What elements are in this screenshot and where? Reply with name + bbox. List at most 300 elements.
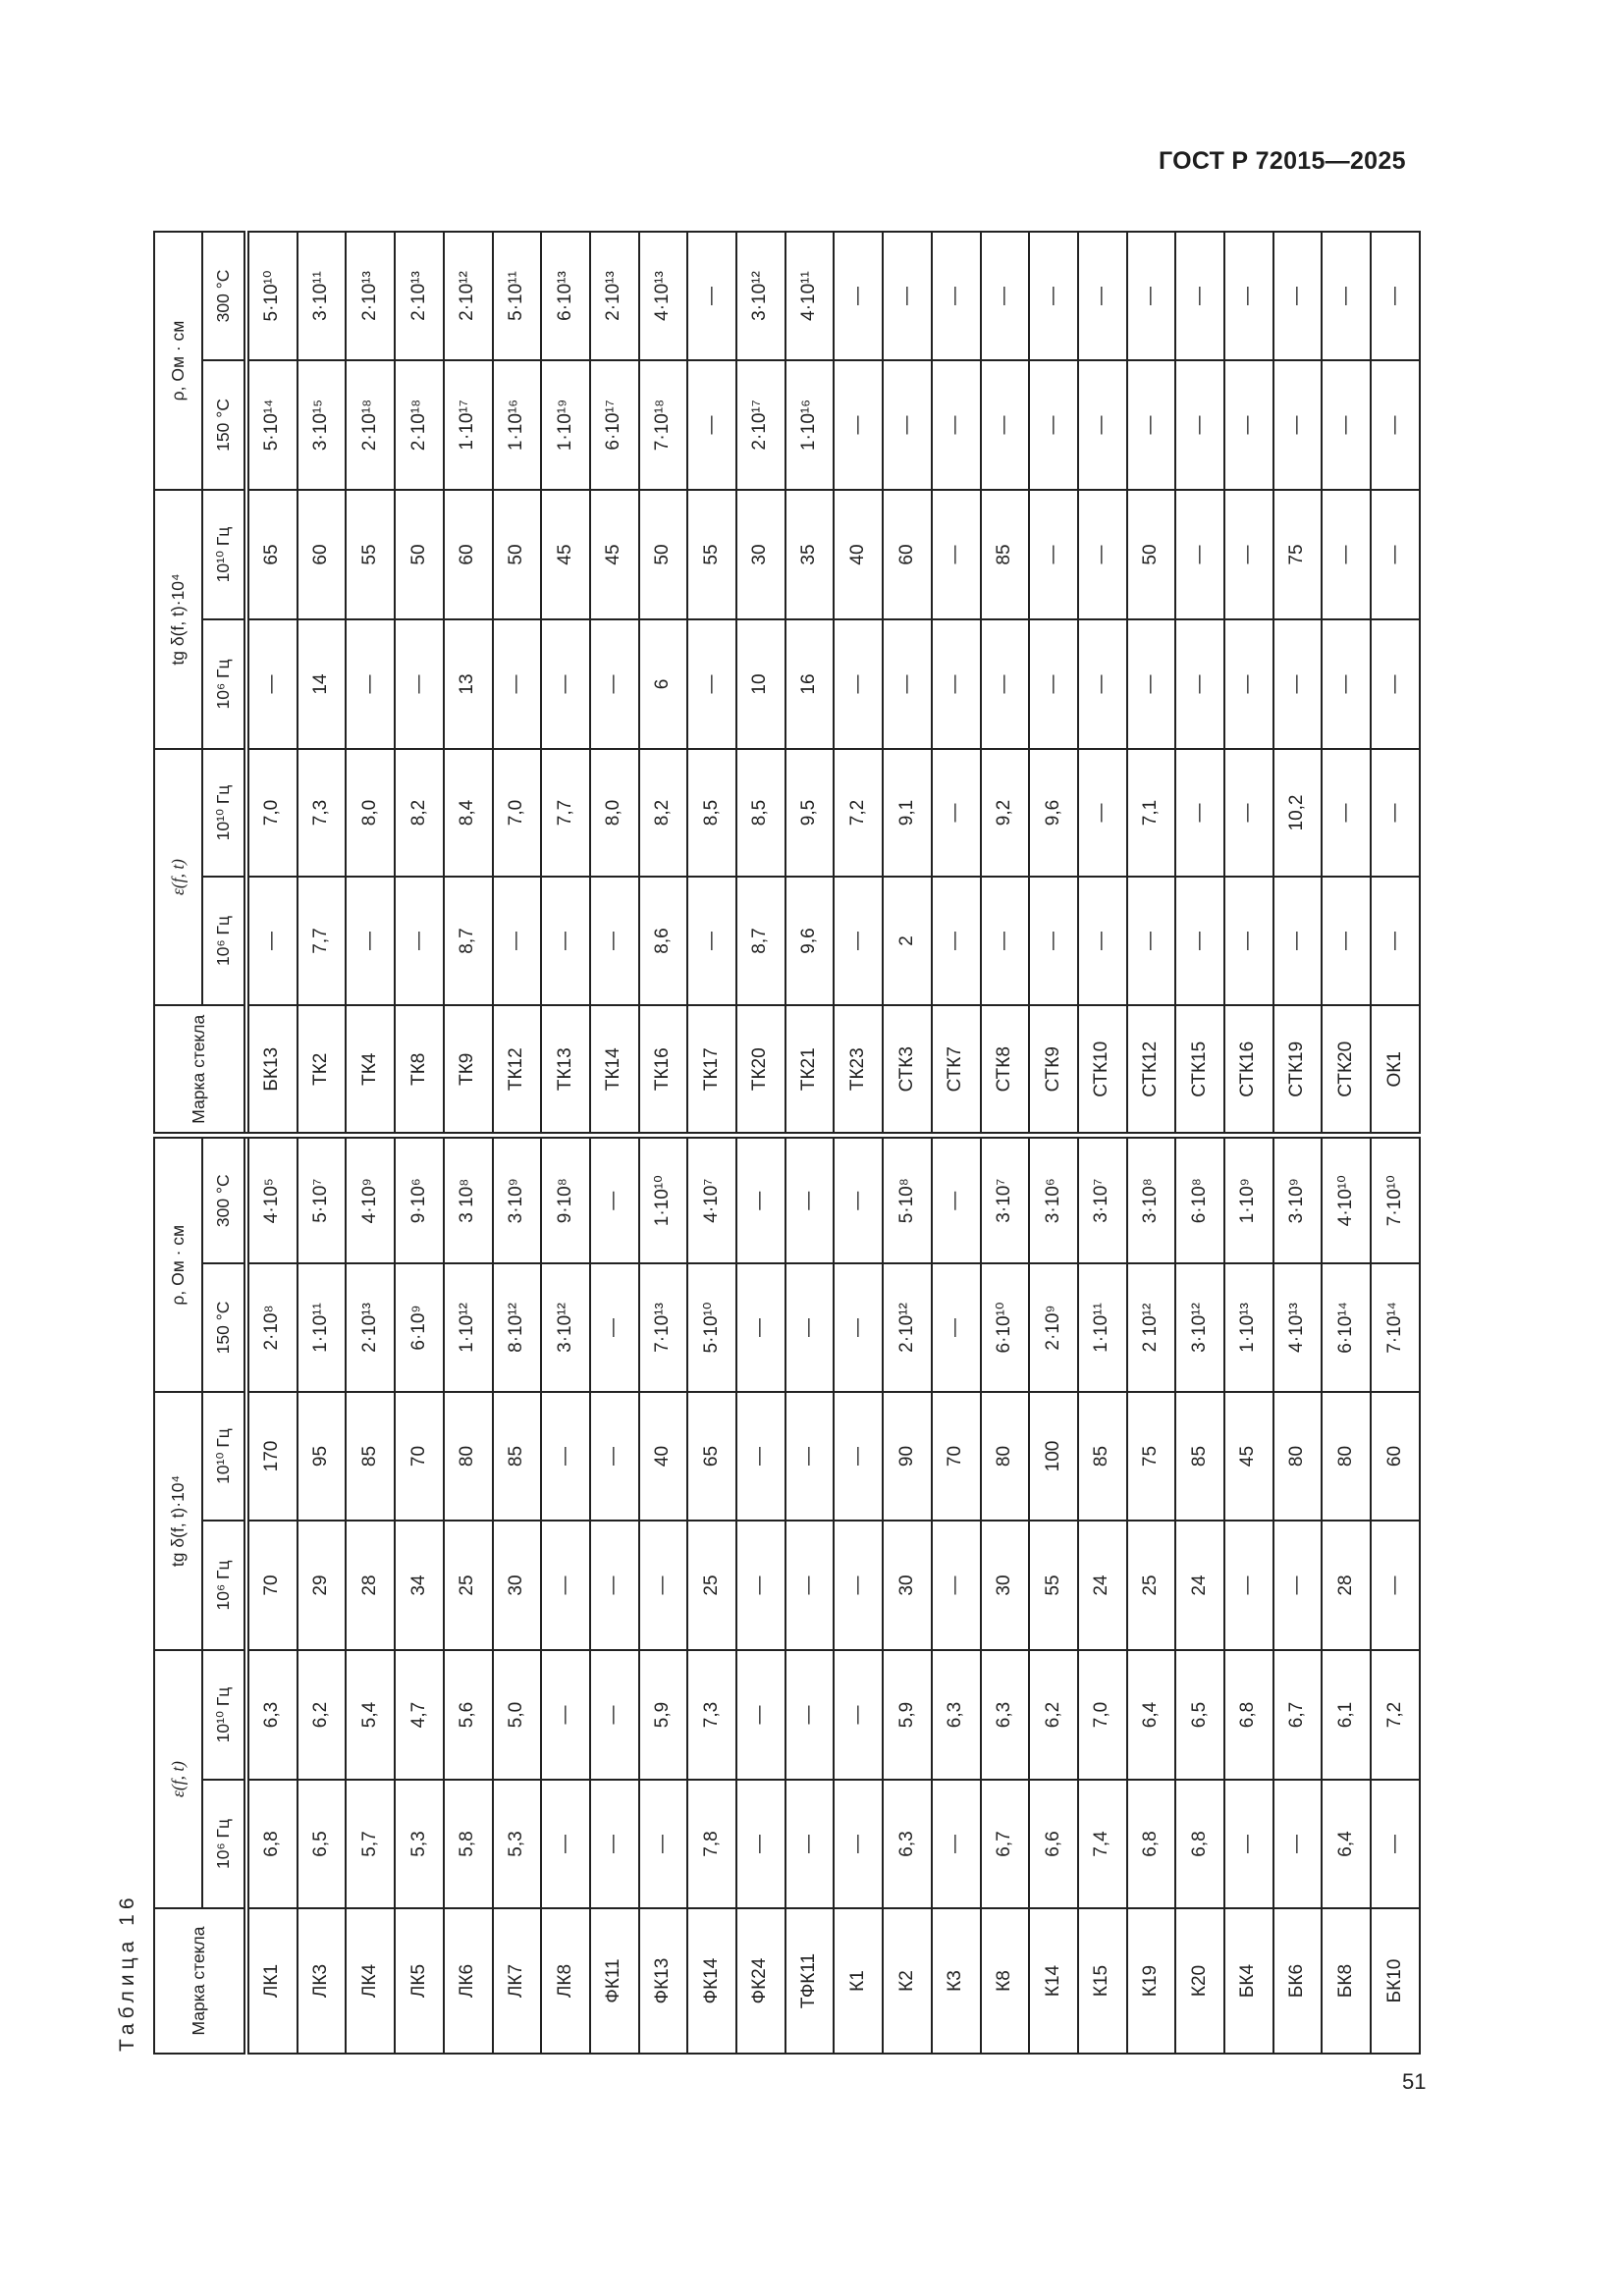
glass-grade-cell: СТК15	[1175, 1005, 1224, 1136]
glass-grade-cell: СТК3	[883, 1005, 932, 1136]
value-cell-rho-300: 3·10¹²	[736, 232, 785, 360]
value-cell-rho-150: 1·10¹⁶	[785, 360, 835, 490]
value-cell-eps-1e6: 2	[883, 877, 932, 1005]
value-cell-tg-1e10: 90	[883, 1392, 932, 1521]
value-cell-tg-1e10: 80	[981, 1392, 1030, 1521]
value-cell-rho-150: —	[687, 360, 736, 490]
value-cell-eps-1e10: 7,2	[1371, 1650, 1420, 1780]
value-cell-eps-1e6: —	[346, 877, 395, 1005]
glass-grade-cell: К19	[1127, 1908, 1176, 2054]
value-cell-rho-150: 1·10¹²	[444, 1263, 493, 1392]
value-cell-eps-1e6: 7,7	[298, 877, 347, 1005]
value-cell-eps-1e10: —	[541, 1650, 590, 1780]
value-cell-tg-1e6: —	[1175, 619, 1224, 749]
value-cell-rho-150: 6·10¹⁴	[1322, 1263, 1371, 1392]
value-cell-rho-300: 2·10¹³	[346, 232, 395, 360]
value-cell-eps-1e6: 7,8	[687, 1780, 736, 1908]
value-cell-eps-1e10: 8,0	[346, 749, 395, 877]
value-cell-rho-300: —	[834, 1136, 883, 1263]
value-cell-eps-1e6: —	[785, 1780, 835, 1908]
value-cell-rho-150: —	[1224, 360, 1273, 490]
value-cell-eps-1e10: —	[834, 1650, 883, 1780]
value-cell-rho-150: 5·10¹⁴	[246, 360, 298, 490]
value-cell-tg-1e10: 80	[1322, 1392, 1371, 1521]
value-cell-eps-1e10: 6,3	[981, 1650, 1030, 1780]
value-cell-rho-150: 7·10¹⁴	[1371, 1263, 1420, 1392]
value-cell-rho-150: —	[932, 360, 981, 490]
glass-grade-cell: ТК2	[298, 1005, 347, 1136]
value-cell-tg-1e10: —	[1322, 490, 1371, 619]
value-cell-rho-150: 4·10¹³	[1273, 1263, 1323, 1392]
value-cell-tg-1e6: —	[932, 1521, 981, 1650]
value-cell-eps-1e6: —	[736, 1780, 785, 1908]
value-cell-eps-1e6: —	[1322, 877, 1371, 1005]
table-row	[981, 232, 1030, 2054]
value-cell-rho-150: 1·10¹⁶	[493, 360, 542, 490]
table-row	[785, 232, 835, 2054]
value-cell-tg-1e6: —	[395, 619, 444, 749]
value-cell-rho-300: 4·10¹³	[639, 232, 688, 360]
glass-grade-cell: ТК17	[687, 1005, 736, 1136]
value-cell-eps-1e10: 5,0	[493, 1650, 542, 1780]
value-cell-eps-1e6: —	[590, 877, 639, 1005]
value-cell-eps-1e6: —	[639, 1780, 688, 1908]
glass-grade-cell: ТК8	[395, 1005, 444, 1136]
value-cell-tg-1e6: —	[1224, 619, 1273, 749]
value-cell-tg-1e10: 60	[1371, 1392, 1420, 1521]
value-cell-rho-300: —	[981, 232, 1030, 360]
value-cell-rho-150: 1·10¹⁹	[541, 360, 590, 490]
value-cell-eps-1e10: 6,4	[1127, 1650, 1176, 1780]
glass-grade-cell: ТК13	[541, 1005, 590, 1136]
value-cell-tg-1e10: —	[1371, 490, 1420, 619]
value-cell-eps-1e10: 9,2	[981, 749, 1030, 877]
value-cell-rho-300: —	[785, 1136, 835, 1263]
glass-grade-cell: СТК16	[1224, 1005, 1273, 1136]
glass-grade-cell: ЛК7	[493, 1908, 542, 2054]
value-cell-tg-1e10: 80	[444, 1392, 493, 1521]
col-group-epsilon-left: ε(f, t)	[154, 1650, 202, 1908]
value-cell-rho-150: —	[1322, 360, 1371, 490]
value-cell-tg-1e6: 30	[493, 1521, 542, 1650]
col-rho-150-left: 150 °C	[202, 1263, 246, 1392]
col-eps-1e10-right: 10¹⁰ Гц	[202, 749, 246, 877]
value-cell-tg-1e6: 25	[687, 1521, 736, 1650]
value-cell-eps-1e6: 6,8	[1175, 1780, 1224, 1908]
value-cell-rho-150: 7·10¹⁸	[639, 360, 688, 490]
value-cell-tg-1e6: —	[1273, 1521, 1323, 1650]
table-row	[1029, 232, 1078, 2054]
value-cell-rho-300: —	[834, 232, 883, 360]
value-cell-rho-150: 2·10¹⁸	[346, 360, 395, 490]
value-cell-tg-1e6: —	[932, 619, 981, 749]
value-cell-eps-1e6: —	[834, 877, 883, 1005]
glass-grade-cell: К14	[1029, 1908, 1078, 2054]
value-cell-rho-300: 5·10¹⁰	[246, 232, 298, 360]
value-cell-rho-150: —	[834, 360, 883, 490]
value-cell-rho-300: —	[1322, 232, 1371, 360]
value-cell-rho-150: 6·10¹⁷	[590, 360, 639, 490]
value-cell-eps-1e6: —	[1273, 877, 1323, 1005]
value-cell-tg-1e10: 85	[1175, 1392, 1224, 1521]
value-cell-eps-1e10: 8,5	[687, 749, 736, 877]
value-cell-tg-1e10: 75	[1127, 1392, 1176, 1521]
value-cell-tg-1e10: —	[1175, 490, 1224, 619]
value-cell-rho-300: —	[1078, 232, 1127, 360]
value-cell-tg-1e10: —	[785, 1392, 835, 1521]
value-cell-rho-300: 4·10⁹	[346, 1136, 395, 1263]
value-cell-rho-150: 2 10¹²	[1127, 1263, 1176, 1392]
table-row	[395, 232, 444, 2054]
value-cell-rho-300: 9·10⁸	[541, 1136, 590, 1263]
glass-grade-cell: БК10	[1371, 1908, 1420, 2054]
value-cell-tg-1e10: 50	[395, 490, 444, 619]
value-cell-rho-300: 4·10¹¹	[785, 232, 835, 360]
value-cell-tg-1e6: —	[590, 619, 639, 749]
value-cell-eps-1e10: 10,2	[1273, 749, 1323, 877]
value-cell-tg-1e10: 95	[298, 1392, 347, 1521]
glass-grade-cell: СТК12	[1127, 1005, 1176, 1136]
value-cell-tg-1e10: 30	[736, 490, 785, 619]
value-cell-tg-1e6: —	[346, 619, 395, 749]
value-cell-eps-1e6: —	[687, 877, 736, 1005]
value-cell-tg-1e6: 6	[639, 619, 688, 749]
glass-grade-cell: К20	[1175, 1908, 1224, 2054]
value-cell-rho-150: 1·10¹⁷	[444, 360, 493, 490]
value-cell-rho-150: —	[590, 1263, 639, 1392]
value-cell-eps-1e6: 6,5	[298, 1780, 347, 1908]
glass-grade-cell: ФК11	[590, 1908, 639, 2054]
value-cell-tg-1e6: —	[1371, 1521, 1420, 1650]
value-cell-eps-1e10: —	[785, 1650, 835, 1780]
value-cell-tg-1e6: —	[785, 1521, 835, 1650]
value-cell-rho-300: 3·10⁷	[981, 1136, 1030, 1263]
value-cell-rho-150: 2·10¹⁸	[395, 360, 444, 490]
col-tg-1e10-left: 10¹⁰ Гц	[202, 1392, 246, 1521]
table-row	[246, 232, 298, 2054]
value-cell-tg-1e10: 65	[246, 490, 298, 619]
value-cell-tg-1e10: —	[834, 1392, 883, 1521]
value-cell-rho-150: 7·10¹³	[639, 1263, 688, 1392]
value-cell-eps-1e6: —	[1273, 1780, 1323, 1908]
value-cell-rho-150: 3·10¹⁵	[298, 360, 347, 490]
value-cell-rho-300: 1·10⁹	[1224, 1136, 1273, 1263]
value-cell-eps-1e10: 6,8	[1224, 1650, 1273, 1780]
col-group-epsilon-right: ε(f, t)	[154, 749, 202, 1005]
value-cell-rho-300: —	[1273, 232, 1323, 360]
value-cell-tg-1e6: —	[1224, 1521, 1273, 1650]
value-cell-tg-1e10: 45	[1224, 1392, 1273, 1521]
value-cell-tg-1e10: 170	[246, 1392, 298, 1521]
value-cell-eps-1e10: —	[1078, 749, 1127, 877]
value-cell-rho-300: 4·10¹⁰	[1322, 1136, 1371, 1263]
value-cell-rho-150: —	[1273, 360, 1323, 490]
value-cell-rho-300: —	[932, 1136, 981, 1263]
table-body	[246, 232, 1420, 2054]
glass-grade-cell: СТК10	[1078, 1005, 1127, 1136]
value-cell-tg-1e6: —	[1078, 619, 1127, 749]
value-cell-eps-1e10: 5,6	[444, 1650, 493, 1780]
value-cell-eps-1e6: —	[1175, 877, 1224, 1005]
value-cell-eps-1e10: 7,0	[1078, 1650, 1127, 1780]
value-cell-rho-300: 2·10¹³	[395, 232, 444, 360]
value-cell-eps-1e10: 6,2	[298, 1650, 347, 1780]
glass-grade-cell: ОК1	[1371, 1005, 1420, 1136]
table-row	[1078, 232, 1127, 2054]
glass-grade-cell: СТК19	[1273, 1005, 1323, 1136]
value-cell-rho-150: 1·10¹¹	[1078, 1263, 1127, 1392]
table-row	[1273, 232, 1323, 2054]
value-cell-tg-1e10: 85	[1078, 1392, 1127, 1521]
value-cell-rho-300: 2·10¹³	[590, 232, 639, 360]
col-group-rho-right: ρ, Ом · см	[154, 232, 202, 490]
value-cell-rho-300: 4·10⁵	[246, 1136, 298, 1263]
rotated-table-container	[153, 233, 1421, 2055]
value-cell-tg-1e10: —	[1078, 490, 1127, 619]
value-cell-rho-150: 6·10⁹	[395, 1263, 444, 1392]
glass-grade-cell: ТФК11	[785, 1908, 835, 2054]
value-cell-eps-1e6: 6,6	[1029, 1780, 1078, 1908]
value-cell-rho-150: —	[736, 1263, 785, 1392]
value-cell-eps-1e10: 8,5	[736, 749, 785, 877]
value-cell-eps-1e6: —	[493, 877, 542, 1005]
value-cell-eps-1e10: —	[736, 1650, 785, 1780]
value-cell-tg-1e10: 70	[932, 1392, 981, 1521]
value-cell-tg-1e6: —	[1127, 619, 1176, 749]
value-cell-eps-1e10: 6,7	[1273, 1650, 1323, 1780]
value-cell-eps-1e6: —	[246, 877, 298, 1005]
value-cell-rho-300: 7·10¹⁰	[1371, 1136, 1420, 1263]
value-cell-tg-1e10: 45	[541, 490, 590, 619]
value-cell-eps-1e6: —	[1371, 1780, 1420, 1908]
table-row	[444, 232, 493, 2054]
value-cell-eps-1e6: —	[932, 877, 981, 1005]
value-cell-tg-1e6: 16	[785, 619, 835, 749]
value-cell-rho-150: —	[785, 1263, 835, 1392]
value-cell-eps-1e6: 8,7	[444, 877, 493, 1005]
value-cell-rho-300: —	[883, 232, 932, 360]
value-cell-tg-1e6: 55	[1029, 1521, 1078, 1650]
value-cell-tg-1e6: 28	[1322, 1521, 1371, 1650]
value-cell-rho-150: —	[1029, 360, 1078, 490]
glass-grade-cell: ЛК1	[246, 1908, 298, 2054]
value-cell-eps-1e6: 8,7	[736, 877, 785, 1005]
table-row	[1371, 232, 1420, 2054]
col-tg-1e10-right: 10¹⁰ Гц	[202, 490, 246, 619]
value-cell-eps-1e10: —	[932, 749, 981, 877]
table-row	[541, 232, 590, 2054]
glass-grade-cell: ФК13	[639, 1908, 688, 2054]
value-cell-tg-1e10: 55	[687, 490, 736, 619]
value-cell-rho-300: 3·10¹¹	[298, 232, 347, 360]
value-cell-eps-1e10: 6,5	[1175, 1650, 1224, 1780]
col-header-marka-left: Марка стекла	[154, 1908, 246, 2054]
value-cell-rho-300: —	[1029, 232, 1078, 360]
glass-grade-cell: ЛК5	[395, 1908, 444, 2054]
table-row	[1175, 232, 1224, 2054]
value-cell-rho-150: 3·10¹²	[541, 1263, 590, 1392]
value-cell-eps-1e10: —	[1322, 749, 1371, 877]
col-rho-300-right: 300 °C	[202, 232, 246, 360]
value-cell-eps-1e10: 7,2	[834, 749, 883, 877]
table-row	[1322, 232, 1371, 2054]
value-cell-rho-300: 3·10⁸	[1127, 1136, 1176, 1263]
value-cell-tg-1e10: 85	[981, 490, 1030, 619]
value-cell-eps-1e6: 6,8	[1127, 1780, 1176, 1908]
value-cell-rho-300: —	[687, 232, 736, 360]
value-cell-eps-1e6: 6,7	[981, 1780, 1030, 1908]
value-cell-tg-1e6: —	[1273, 619, 1323, 749]
value-cell-rho-300: 9·10⁶	[395, 1136, 444, 1263]
value-cell-eps-1e10: 6,3	[246, 1650, 298, 1780]
value-cell-eps-1e10: 9,5	[785, 749, 835, 877]
value-cell-eps-1e6: —	[932, 1780, 981, 1908]
glass-grade-cell: БК4	[1224, 1908, 1273, 2054]
value-cell-tg-1e10: —	[1224, 490, 1273, 619]
glass-grade-cell: ТК9	[444, 1005, 493, 1136]
value-cell-rho-300: —	[1175, 232, 1224, 360]
glass-grade-cell: ТК21	[785, 1005, 835, 1136]
value-cell-eps-1e10: 7,1	[1127, 749, 1176, 877]
value-cell-eps-1e6: —	[541, 1780, 590, 1908]
value-cell-tg-1e6: —	[246, 619, 298, 749]
col-eps-1e10-left: 10¹⁰ Гц	[202, 1650, 246, 1780]
value-cell-tg-1e10: —	[1029, 490, 1078, 619]
value-cell-eps-1e10: 4,7	[395, 1650, 444, 1780]
value-cell-eps-1e10: 8,2	[639, 749, 688, 877]
value-cell-rho-150: —	[1127, 360, 1176, 490]
value-cell-eps-1e6: —	[590, 1780, 639, 1908]
value-cell-eps-1e10: 7,3	[298, 749, 347, 877]
value-cell-tg-1e10: 45	[590, 490, 639, 619]
value-cell-eps-1e10: 9,6	[1029, 749, 1078, 877]
table-row	[590, 232, 639, 2054]
value-cell-rho-150: 5·10¹⁰	[687, 1263, 736, 1392]
value-cell-rho-150: —	[1078, 360, 1127, 490]
value-cell-eps-1e10: 8,4	[444, 749, 493, 877]
glass-grade-cell: ТК14	[590, 1005, 639, 1136]
value-cell-tg-1e10: 100	[1029, 1392, 1078, 1521]
value-cell-tg-1e6: 30	[981, 1521, 1030, 1650]
value-cell-eps-1e6: —	[1127, 877, 1176, 1005]
col-tg-1e6-left: 10⁶ Гц	[202, 1521, 246, 1650]
value-cell-rho-300: —	[736, 1136, 785, 1263]
value-cell-tg-1e6: —	[736, 1521, 785, 1650]
value-cell-rho-300: 3·10⁹	[1273, 1136, 1323, 1263]
value-cell-tg-1e6: —	[687, 619, 736, 749]
table-row	[687, 232, 736, 2054]
value-cell-tg-1e6: 10	[736, 619, 785, 749]
value-cell-eps-1e10: 5,9	[639, 1650, 688, 1780]
value-cell-rho-300: —	[1224, 232, 1273, 360]
value-cell-rho-150: 2·10⁹	[1029, 1263, 1078, 1392]
col-eps-1e6-right: 10⁶ Гц	[202, 877, 246, 1005]
value-cell-rho-300: 5·10¹¹	[493, 232, 542, 360]
col-rho-150-right: 150 °C	[202, 360, 246, 490]
page-number: 51	[1402, 2069, 1427, 2094]
value-cell-rho-150: 2·10¹⁷	[736, 360, 785, 490]
value-cell-tg-1e6: —	[883, 619, 932, 749]
value-cell-tg-1e6: 24	[1078, 1521, 1127, 1650]
value-cell-tg-1e6: —	[1371, 619, 1420, 749]
value-cell-rho-150: 2·10⁸	[246, 1263, 298, 1392]
col-group-tg-delta-right: tg δ(f, t)·10⁴	[154, 490, 202, 749]
value-cell-eps-1e10: 8,0	[590, 749, 639, 877]
glass-grade-cell: БК8	[1322, 1908, 1371, 2054]
glass-grade-cell: ТК23	[834, 1005, 883, 1136]
glass-grade-cell: ЛК6	[444, 1908, 493, 2054]
value-cell-tg-1e6: —	[834, 619, 883, 749]
value-cell-tg-1e10: 85	[346, 1392, 395, 1521]
value-cell-tg-1e6: 24	[1175, 1521, 1224, 1650]
value-cell-eps-1e6: —	[1029, 877, 1078, 1005]
glass-properties-table	[153, 231, 1421, 2055]
value-cell-eps-1e10: 6,1	[1322, 1650, 1371, 1780]
glass-grade-cell: ЛК4	[346, 1908, 395, 2054]
value-cell-tg-1e6: 70	[246, 1521, 298, 1650]
value-cell-rho-150: 2·10¹²	[883, 1263, 932, 1392]
value-cell-eps-1e6: —	[1078, 877, 1127, 1005]
value-cell-tg-1e10: 65	[687, 1392, 736, 1521]
glass-grade-cell: ТК12	[493, 1005, 542, 1136]
value-cell-tg-1e6: —	[981, 619, 1030, 749]
col-group-rho-left: ρ, Ом · см	[154, 1136, 202, 1392]
value-cell-tg-1e6: 30	[883, 1521, 932, 1650]
value-cell-eps-1e6: —	[1224, 877, 1273, 1005]
value-cell-tg-1e10: —	[541, 1392, 590, 1521]
glass-grade-cell: БК13	[246, 1005, 298, 1136]
value-cell-tg-1e6: —	[590, 1521, 639, 1650]
value-cell-eps-1e6: 6,3	[883, 1780, 932, 1908]
value-cell-eps-1e6: 8,6	[639, 877, 688, 1005]
table-row	[1224, 232, 1273, 2054]
value-cell-rho-150: 3·10¹²	[1175, 1263, 1224, 1392]
value-cell-tg-1e10: —	[932, 490, 981, 619]
table-row	[1127, 232, 1176, 2054]
value-cell-rho-300: 6·10¹³	[541, 232, 590, 360]
glass-grade-cell: ТК16	[639, 1005, 688, 1136]
value-cell-eps-1e10: 6,3	[932, 1650, 981, 1780]
glass-grade-cell: БК6	[1273, 1908, 1323, 2054]
value-cell-tg-1e10: 55	[346, 490, 395, 619]
document-header: ГОСТ Р 72015—2025	[1159, 147, 1406, 175]
value-cell-eps-1e6: —	[395, 877, 444, 1005]
value-cell-rho-150: —	[1175, 360, 1224, 490]
value-cell-tg-1e10: 50	[639, 490, 688, 619]
value-cell-tg-1e10: 70	[395, 1392, 444, 1521]
table-row	[493, 232, 542, 2054]
value-cell-rho-300: 3·10⁷	[1078, 1136, 1127, 1263]
value-cell-rho-150: —	[932, 1263, 981, 1392]
value-cell-eps-1e10: 7,7	[541, 749, 590, 877]
value-cell-rho-300: 5·10⁸	[883, 1136, 932, 1263]
glass-grade-cell: ЛК8	[541, 1908, 590, 2054]
col-eps-1e6-left: 10⁶ Гц	[202, 1780, 246, 1908]
col-header-marka-right: Марка стекла	[154, 1005, 246, 1136]
value-cell-eps-1e6: 6,8	[246, 1780, 298, 1908]
col-group-tg-delta-left: tg δ(f, t)·10⁴	[154, 1392, 202, 1650]
table-caption: Таблица 16	[116, 1893, 138, 2052]
value-cell-eps-1e10: 7,0	[246, 749, 298, 877]
value-cell-tg-1e6: —	[541, 1521, 590, 1650]
value-cell-rho-150: —	[981, 360, 1030, 490]
value-cell-eps-1e6: 5,7	[346, 1780, 395, 1908]
value-cell-tg-1e6: —	[1029, 619, 1078, 749]
table-row	[736, 232, 785, 2054]
value-cell-eps-1e10: 5,4	[346, 1650, 395, 1780]
value-cell-tg-1e6: 14	[298, 619, 347, 749]
table-row	[883, 232, 932, 2054]
